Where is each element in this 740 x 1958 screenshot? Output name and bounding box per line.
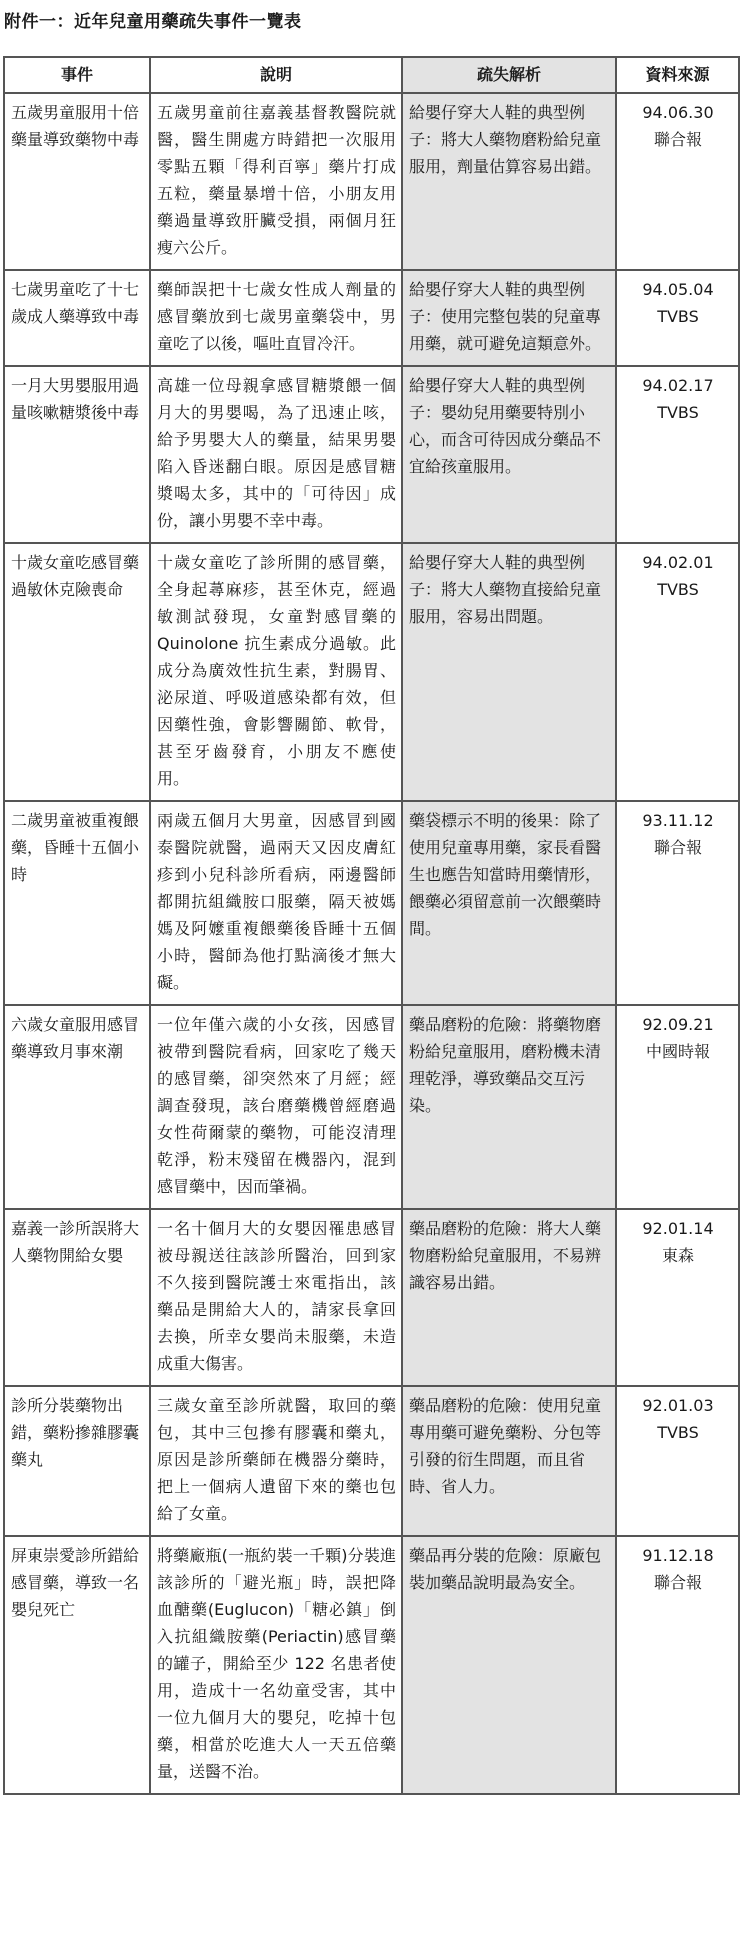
table-row xyxy=(4,1209,739,1386)
header-analysis: 疏失解析 xyxy=(402,57,616,93)
source-cell xyxy=(616,1536,739,1794)
source-name: TVBS xyxy=(657,580,699,599)
source-name: 聯合報 xyxy=(653,1573,702,1592)
source-cell xyxy=(616,366,739,543)
event-cell: 十歲女童吃感冒藥過敏休克險喪命 xyxy=(4,543,150,801)
source-date: 94.02.17 xyxy=(642,376,714,395)
event-cell: 二歲男童被重複餵藥，昏睡十五個小時 xyxy=(4,801,150,1005)
description-cell: 一位年僅六歲的小女孩，因感冒被帶到醫院看病，回家吃了幾天的感冒藥，卻突然來了月經；經調查發現，該台磨藥機曾經磨過女性荷爾蒙的藥物，可能沒清理乾淨，粉末殘留在機器內，混到感冒藥中，因而肇禍。 xyxy=(150,1005,402,1209)
event-cell: 一月大男嬰服用過量咳嗽糖漿後中毒 xyxy=(4,366,150,543)
description-cell: 十歲女童吃了診所開的感冒藥，全身起蕁麻疹，甚至休克，經過敏測試發現，女童對感冒藥的 Quinolone 抗生素成分過敏。此成分為廣效性抗生素，對腸胃、泌尿道、呼吸道感染都有效，但因藥性強，會影響關節、軟骨，甚至牙齒發育，小朋友不應使用。 xyxy=(150,543,402,801)
document-title: 附件一：近年兒童用藥疏失事件一覽表 xyxy=(4,12,302,32)
table-header-row xyxy=(4,57,739,93)
analysis-cell: 藥袋標示不明的後果：除了使用兒童專用藥，家長看醫生也應告知當時用藥情形，餵藥必須留意前一次餵藥時間。 xyxy=(402,801,616,1005)
analysis-cell: 給嬰仔穿大人鞋的典型例子：嬰幼兒用藥要特別小心，而含可待因成分藥品不宜給孩童服用。 xyxy=(402,366,616,543)
table-row xyxy=(4,270,739,366)
table-row xyxy=(4,1386,739,1536)
source-cell xyxy=(616,1386,739,1536)
source-name: 聯合報 xyxy=(653,130,702,149)
table-row xyxy=(4,93,739,270)
source-cell xyxy=(616,801,739,1005)
source-name: TVBS xyxy=(657,403,699,422)
analysis-cell: 藥品磨粉的危險：使用兒童專用藥可避免藥粉、分包等引發的衍生問題，而且省時、省人力。 xyxy=(402,1386,616,1536)
event-cell: 屏東崇愛診所錯給感冒藥，導致一名嬰兒死亡 xyxy=(4,1536,150,1794)
description-cell: 將藥廠瓶(一瓶約裝一千顆)分裝進該診所的「避光瓶」時，誤把降血醣藥(Euglucon)「糖必鎮」倒入抗組織胺藥(Periactin)感冒藥的罐子，開給至少 122 名患者使用，造成十一名幼童受害，其中一位九個月大的嬰兒，吃掉十包藥，相當於吃進大人一天五倍藥量，送醫不治。 xyxy=(150,1536,402,1794)
events-table xyxy=(3,56,740,1795)
header-description: 說明 xyxy=(150,57,402,93)
source-name: 聯合報 xyxy=(653,838,702,857)
description-cell: 藥師誤把十七歲女性成人劑量的感冒藥放到七歲男童藥袋中，男童吃了以後，嘔吐直冒冷汗。 xyxy=(150,270,402,366)
analysis-cell: 給嬰仔穿大人鞋的典型例子：將大人藥物磨粉給兒童服用，劑量估算容易出錯。 xyxy=(402,93,616,270)
analysis-cell: 藥品磨粉的危險：將大人藥物磨粉給兒童服用，不易辨識容易出錯。 xyxy=(402,1209,616,1386)
source-cell xyxy=(616,93,739,270)
analysis-cell: 藥品磨粉的危險：將藥物磨粉給兒童服用，磨粉機未清理乾淨，導致藥品交互污染。 xyxy=(402,1005,616,1209)
event-cell: 七歲男童吃了十七歲成人藥導致中毒 xyxy=(4,270,150,366)
analysis-cell: 給嬰仔穿大人鞋的典型例子：將大人藥物直接給兒童服用，容易出問題。 xyxy=(402,543,616,801)
header-event: 事件 xyxy=(4,57,150,93)
table-row xyxy=(4,1005,739,1209)
source-date: 91.12.18 xyxy=(642,1546,714,1565)
source-cell xyxy=(616,1005,739,1209)
table-row xyxy=(4,543,739,801)
event-cell: 診所分裝藥物出錯，藥粉摻雜膠囊藥丸 xyxy=(4,1386,150,1536)
source-date: 94.02.01 xyxy=(642,553,714,572)
description-cell: 五歲男童前往嘉義基督教醫院就醫，醫生開處方時錯把一次服用零點五顆「得利百寧」藥片打成五粒，藥量暴增十倍，小朋友用藥過量導致肝臟受損，兩個月狂瘦六公斤。 xyxy=(150,93,402,270)
source-name: TVBS xyxy=(657,1423,699,1442)
description-cell: 一名十個月大的女嬰因罹患感冒被母親送往該診所醫治，回到家不久接到醫院護士來電指出，該藥品是開給大人的，請家長拿回去換，所幸女嬰尚未服藥，未造成重大傷害。 xyxy=(150,1209,402,1386)
event-cell: 五歲男童服用十倍藥量導致藥物中毒 xyxy=(4,93,150,270)
source-date: 92.01.14 xyxy=(642,1219,714,1238)
source-name: 東森 xyxy=(661,1246,694,1265)
source-date: 92.01.03 xyxy=(642,1396,714,1415)
source-name: TVBS xyxy=(657,307,699,326)
event-cell: 六歲女童服用感冒藥導致月事來潮 xyxy=(4,1005,150,1209)
table-row xyxy=(4,1536,739,1794)
source-cell xyxy=(616,1209,739,1386)
table-row xyxy=(4,801,739,1005)
description-cell: 高雄一位母親拿感冒糖漿餵一個月大的男嬰喝，為了迅速止咳，給予男嬰大人的藥量，結果男嬰陷入昏迷翻白眼。原因是感冒糖漿喝太多，其中的「可待因」成份，讓小男嬰不幸中毒。 xyxy=(150,366,402,543)
event-cell: 嘉義一診所誤將大人藥物開給女嬰 xyxy=(4,1209,150,1386)
description-cell: 兩歲五個月大男童，因感冒到國泰醫院就醫，過兩天又因皮膚紅疹到小兒科診所看病，兩邊醫師都開抗組織胺口服藥，隔天被媽媽及阿嬤重複餵藥後昏睡十五個小時，醫師為他打點滴後才無大礙。 xyxy=(150,801,402,1005)
description-cell: 三歲女童至診所就醫，取回的藥包，其中三包摻有膠囊和藥丸，原因是診所藥師在機器分藥時，把上一個病人遺留下來的藥也包給了女童。 xyxy=(150,1386,402,1536)
table-row xyxy=(4,366,739,543)
analysis-cell: 藥品再分裝的危險：原廠包裝加藥品說明最為安全。 xyxy=(402,1536,616,1794)
analysis-cell: 給嬰仔穿大人鞋的典型例子：使用完整包裝的兒童專用藥，就可避免這類意外。 xyxy=(402,270,616,366)
source-date: 94.06.30 xyxy=(642,103,714,122)
source-date: 92.09.21 xyxy=(642,1015,714,1034)
source-date: 93.11.12 xyxy=(642,811,714,830)
source-cell xyxy=(616,543,739,801)
header-source: 資料來源 xyxy=(616,57,739,93)
source-date: 94.05.04 xyxy=(642,280,714,299)
source-name: 中國時報 xyxy=(645,1042,710,1061)
source-cell xyxy=(616,270,739,366)
